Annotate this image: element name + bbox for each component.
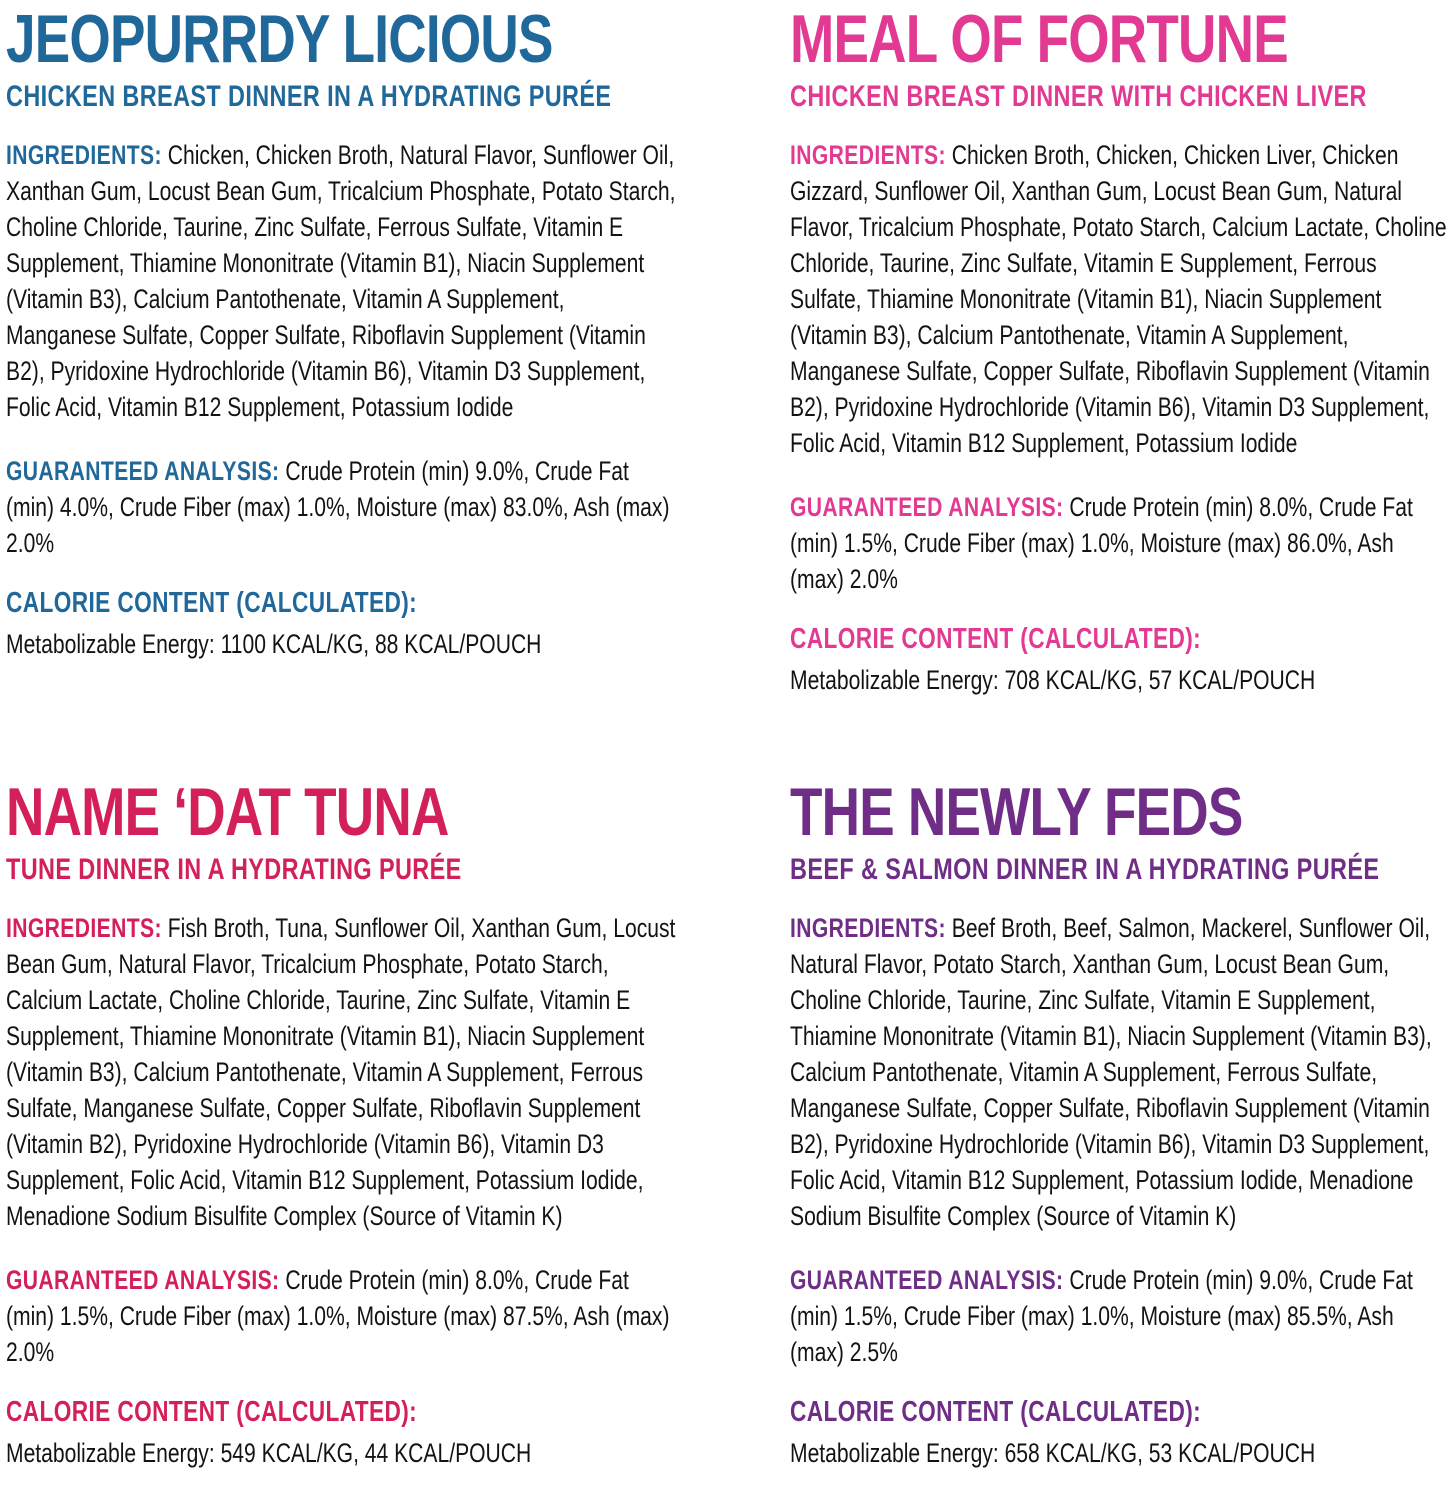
guaranteed-analysis-label: GUARANTEED ANALYSIS: [6,1265,280,1295]
guaranteed-analysis-label: GUARANTEED ANALYSIS: [6,456,280,486]
ingredients-text: Chicken, Chicken Broth, Natural Flavor, Sunflower Oil, Xanthan Gum, Locust Bean Gum, Tricalcium Phosphate, Potato Starch, Choline Chloride, Taurine, Zinc Sulfate, Ferrous Sulfate, Vitamin E Supplement, Thiamine Mononitrate (Vitamin B1), Niacin Supplement (Vitamin B3), Calcium Pantothenate, Vitamin A Supplement, Manganese Sulfate, Copper Sulfate, Riboflavin Supplement (Vitamin B2), Pyridoxine Hydrochloride (Vitamin B6), Vitamin D3 Supplement, Folic Acid, Vitamin B12 Supplement, Potassium Iodide [6,140,676,422]
guaranteed-analysis-text: Crude Protein (min) 8.0%, Crude Fat (min) 1.5%, Crude Fiber (max) 1.0%, Moisture (max) 86.0%, Ash (max) 2.0% [790,492,1413,594]
guaranteed-analysis-paragraph [790,489,1448,597]
guaranteed-analysis-text: Crude Protein (min) 8.0%, Crude Fat (min) 1.5%, Crude Fiber (max) 1.0%, Moisture (max) 87.5%, Ash (max) 2.0% [6,1265,670,1367]
ingredients-paragraph [6,910,676,1234]
guaranteed-analysis-label: GUARANTEED ANALYSIS: [790,1265,1064,1295]
guaranteed-analysis-paragraph [790,1262,1448,1370]
panel-the-newly-feds [727,773,1453,1500]
calorie-content-label: CALORIE CONTENT (CALCULATED): [790,1396,1202,1428]
product-title: MEAL OF FORTUNE [790,1,1288,77]
product-title: THE NEWLY FEDS [790,774,1243,850]
calorie-content-text: Metabolizable Energy: 549 KCAL/KG, 44 KCAL/POUCH [6,1438,532,1468]
guaranteed-analysis-text: Crude Protein (min) 9.0%, Crude Fat (min) 4.0%, Crude Fiber (max) 1.0%, Moisture (max) 83.0%, Ash (max) 2.0% [6,456,670,558]
ingredients-paragraph [6,137,676,425]
panel-content [790,774,1448,1471]
calorie-content-label: CALORIE CONTENT (CALCULATED): [790,623,1202,655]
calorie-content-label: CALORIE CONTENT (CALCULATED): [6,587,418,619]
panel-name-dat-tuna [0,773,727,1500]
calorie-content-text: Metabolizable Energy: 658 KCAL/KG, 53 KCAL/POUCH [790,1438,1316,1468]
ingredients-label: INGREDIENTS: [6,140,162,170]
guaranteed-analysis-paragraph [6,453,676,561]
ingredients-text: Fish Broth, Tuna, Sunflower Oil, Xanthan Gum, Locust Bean Gum, Natural Flavor, Tricalcium Phosphate, Potato Starch, Calcium Lactate, Choline Chloride, Taurine, Zinc Sulfate, Vitamin E Supplement, Thiamine Mononitrate (Vitamin B1), Niacin Supplement (Vitamin B3), Calcium Pantothenate, Vitamin A Supplement, Ferrous Sulfate, Manganese Sulfate, Copper Sulfate, Riboflavin Supplement (Vitamin B2), Pyridoxine Hydrochloride (Vitamin B6), Vitamin D3 Supplement, Folic Acid, Vitamin B12 Supplement, Potassium Iodide, Menadione Sodium Bisulfite Complex (Source of Vitamin K) [6,913,676,1231]
ingredients-paragraph [790,910,1448,1234]
calorie-content-label: CALORIE CONTENT (CALCULATED): [6,1396,418,1428]
product-title: NAME ‘DAT TUNA [6,774,449,850]
calorie-content-text: Metabolizable Energy: 708 KCAL/KG, 57 KCAL/POUCH [790,665,1316,695]
product-subtitle: TUNE DINNER IN A HYDRATING PURÉE [6,853,462,886]
product-title: JEOPURRDY LICIOUS [6,1,553,77]
ingredients-label: INGREDIENTS: [6,913,162,943]
ingredients-paragraph [790,137,1448,461]
panel-content [6,1,676,662]
panel-meal-of-fortune [727,0,1453,773]
guaranteed-analysis-text: Crude Protein (min) 9.0%, Crude Fat (min) 1.5%, Crude Fiber (max) 1.0%, Moisture (max) 85.5%, Ash (max) 2.5% [790,1265,1413,1367]
ingredients-text: Beef Broth, Beef, Salmon, Mackerel, Sunflower Oil, Natural Flavor, Potato Starch, Xanthan Gum, Locust Bean Gum, Choline Chloride, Taurine, Zinc Sulfate, Vitamin E Supplement, Thiamine Mononitrate (Vitamin B1), Niacin Supplement (Vitamin B3), Calcium Pantothenate, Vitamin A Supplement, Ferrous Sulfate, Manganese Sulfate, Copper Sulfate, Riboflavin Supplement (Vitamin B2), Pyridoxine Hydrochloride (Vitamin B6), Vitamin D3 Supplement, Folic Acid, Vitamin B12 Supplement, Potassium Iodide, Menadione Sodium Bisulfite Complex (Source of Vitamin K) [790,913,1432,1231]
panel-content [790,1,1448,698]
product-subtitle: CHICKEN BREAST DINNER IN A HYDRATING PURÉE [6,80,612,113]
calorie-content-text: Metabolizable Energy: 1100 KCAL/KG, 88 KCAL/POUCH [6,629,542,659]
product-subtitle: BEEF & SALMON DINNER IN A HYDRATING PURÉE [790,853,1380,886]
ingredients-label: INGREDIENTS: [790,913,946,943]
panel-jeopurrdy-licious [0,0,727,773]
guaranteed-analysis-paragraph [6,1262,676,1370]
panel-content [6,774,676,1471]
ingredients-label: INGREDIENTS: [790,140,946,170]
product-subtitle: CHICKEN BREAST DINNER WITH CHICKEN LIVER [790,80,1367,113]
ingredients-text: Chicken Broth, Chicken, Chicken Liver, Chicken Gizzard, Sunflower Oil, Xanthan Gum, Locust Bean Gum, Natural Flavor, Tricalcium Phosphate, Potato Starch, Calcium Lactate, Choline Chloride, Taurine, Zinc Sulfate, Vitamin E Supplement, Ferrous Sulfate, Thiamine Mononitrate (Vitamin B1), Niacin Supplement (Vitamin B3), Calcium Pantothenate, Vitamin A Supplement, Manganese Sulfate, Copper Sulfate, Riboflavin Supplement (Vitamin B2), Pyridoxine Hydrochloride (Vitamin B6), Vitamin D3 Supplement, Folic Acid, Vitamin B12 Supplement, Potassium Iodide [790,140,1447,458]
guaranteed-analysis-label: GUARANTEED ANALYSIS: [790,492,1064,522]
